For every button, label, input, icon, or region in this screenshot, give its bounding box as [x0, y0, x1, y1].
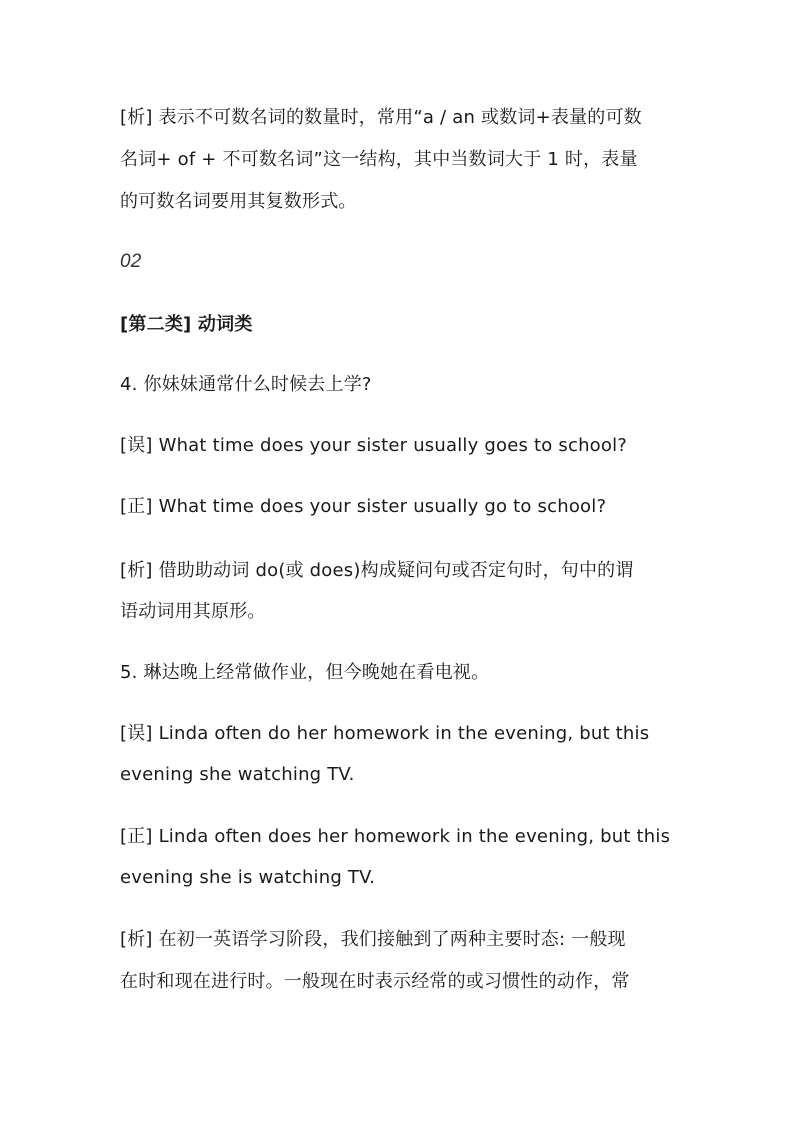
item-5-analysis-line-1: [析] 在初一英语学习阶段，我们接触到了两种主要时态: 一般现 — [120, 929, 626, 950]
item-5-right-line-1: [正] Linda often does her homework in the evening, but this — [120, 826, 671, 847]
analysis-3-line-2: 名词+ of + 不可数名词”这一结构，其中当数词大于 1 时，表量 — [120, 149, 638, 170]
item-5-wrong-line-1: [误] Linda often do her homework in the evening, but this — [120, 723, 650, 744]
item-4-right: [正] What time does your sister usually go to school? — [120, 496, 607, 517]
item-4-analysis-line-1: [析] 借助助动词 do(或 does)构成疑问句或否定句时，句中的谓 — [120, 560, 634, 581]
item-4-analysis-line-2: 语动词用其原形。 — [120, 601, 266, 622]
section-number: 02 — [120, 251, 142, 272]
item-5-wrong-line-2: evening she watching TV. — [120, 764, 355, 785]
item-4-question: 4. 你妹妹通常什么时候去上学? — [120, 374, 372, 395]
item-5-question: 5. 琳达晚上经常做作业，但今晚她在看电视。 — [120, 662, 490, 683]
item-5-right-line-2: evening she is watching TV. — [120, 867, 376, 888]
section-title: [第二类] 动词类 — [120, 314, 253, 335]
analysis-3-line-3: 的可数名词要用其复数形式。 — [120, 191, 357, 212]
item-5-analysis-line-2: 在时和现在进行时。一般现在时表示经常的或习惯性的动作，常 — [120, 971, 630, 992]
item-4-wrong: [误] What time does your sister usually goes to school? — [120, 435, 628, 456]
analysis-3-line-1: [析] 表示不可数名词的数量时，常用“a / an 或数词+表量的可数 — [120, 107, 642, 128]
